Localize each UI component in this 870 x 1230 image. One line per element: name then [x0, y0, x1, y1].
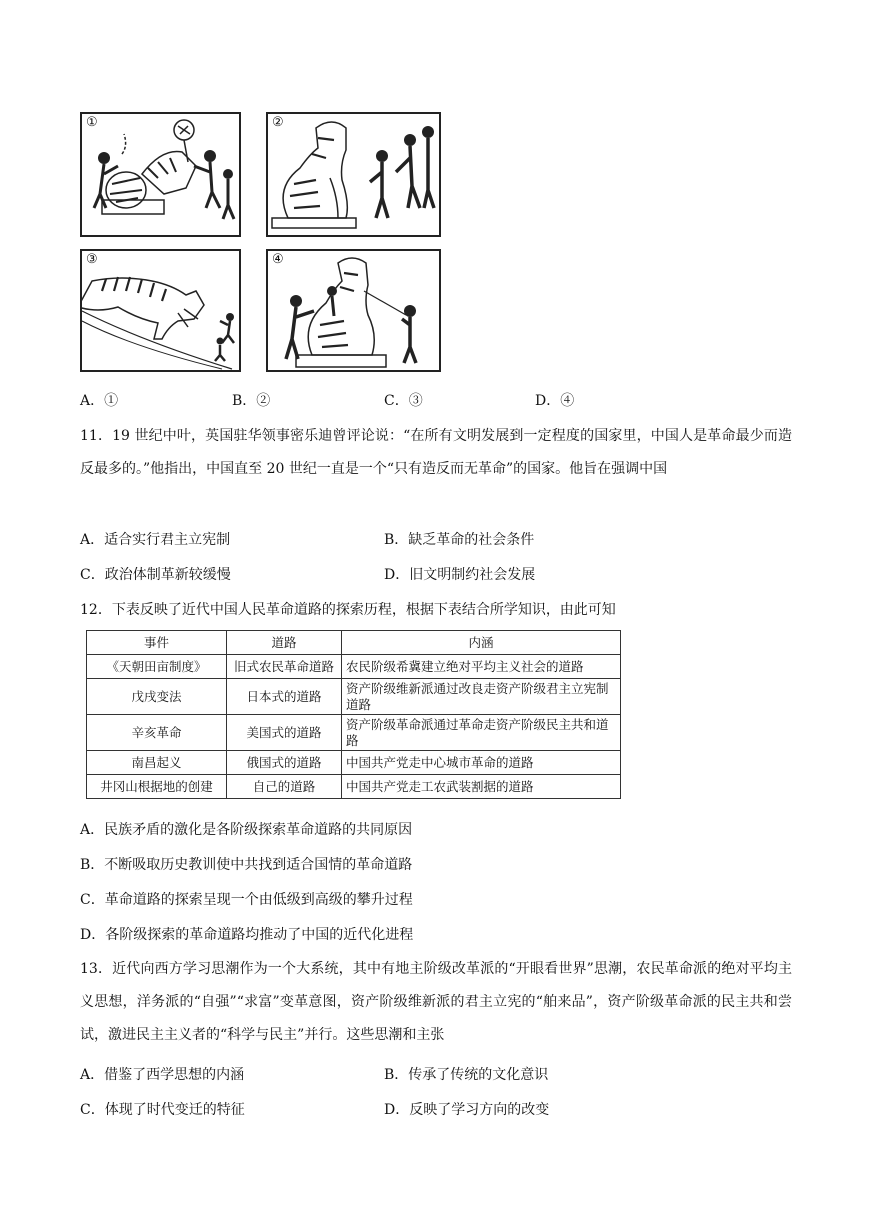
option-b[interactable]: B．不断吸取历史教训使中共找到适合国情的革命道路	[80, 857, 413, 873]
table-cell: 中国共产党走工农武装割据的道路	[342, 775, 621, 799]
option-d[interactable]: D．各阶级探索的革命道路均推动了中国的近代化进程	[80, 927, 414, 943]
column-header: 事件	[87, 631, 227, 655]
table-cell: 资产阶级革命派通过革命走资产阶级民主共和道路	[342, 715, 621, 751]
tiger-cartoon-illustration	[82, 114, 239, 235]
table-cell: 南昌起义	[87, 751, 227, 775]
option-b[interactable]: B．传承了传统的文化意识	[384, 1067, 549, 1083]
cartoon-panel-4	[266, 249, 441, 372]
table-cell: 旧式农民革命道路	[227, 655, 342, 679]
option-a[interactable]: A．①	[80, 393, 119, 409]
column-header: 道路	[227, 631, 342, 655]
option-a[interactable]: A．适合实行君主立宪制	[80, 532, 231, 548]
option-b[interactable]: B．②	[232, 393, 271, 409]
cartoon-panel-1	[80, 112, 241, 237]
option-d[interactable]: D．旧文明制约社会发展	[384, 567, 536, 583]
tiger-cartoon-illustration	[82, 251, 239, 370]
panel-number: ③	[86, 252, 98, 267]
panel-number: ①	[86, 115, 98, 130]
table-cell: 资产阶级维新派通过改良走资产阶级君主立宪制道路	[342, 679, 621, 715]
option-c[interactable]: C．政治体制革新较缓慢	[80, 567, 231, 583]
option-c[interactable]: C．体现了时代变迁的特征	[80, 1102, 245, 1118]
q11-stem: 11．19 世纪中叶，英国驻华领事密乐迪曾评论说：“在所有文明发展到一定程度的国家里，中国人是革命最少而造反最多的。”他指出，中国直至 20 世纪一直是一个“只有造反而无革命”的国家。他旨在强调中国	[80, 428, 792, 477]
option-a[interactable]: A．借鉴了西学思想的内涵	[80, 1067, 245, 1083]
table-cell: 日本式的道路	[227, 679, 342, 715]
table-row	[87, 775, 621, 799]
tiger-cartoon-illustration	[268, 251, 439, 370]
table-row	[87, 679, 621, 715]
q11-options-row1	[80, 530, 792, 550]
revolution-path-table	[86, 630, 621, 799]
table-cell: 农民阶级希冀建立绝对平均主义社会的道路	[342, 655, 621, 679]
option-d[interactable]: D．④	[535, 393, 575, 409]
table-cell: 《天朝田亩制度》	[87, 655, 227, 679]
option-d[interactable]: D．反映了学习方向的改变	[384, 1102, 550, 1118]
option-b[interactable]: B．缺乏革命的社会条件	[384, 532, 535, 548]
cartoon-panel-2	[266, 112, 441, 237]
option-c[interactable]: C．革命道路的探索呈现一个由低级到高级的攀升过程	[80, 892, 413, 908]
q10-options	[80, 391, 792, 411]
q12-stem: 12．下表反映了近代中国人民革命道路的探索历程，根据下表结合所学知识，由此可知	[80, 602, 616, 618]
table-cell: 辛亥革命	[87, 715, 227, 751]
column-header: 内涵	[342, 631, 621, 655]
table-cell: 自己的道路	[227, 775, 342, 799]
table-cell: 戊戌变法	[87, 679, 227, 715]
q11-options-row2	[80, 565, 792, 585]
table-row	[87, 655, 621, 679]
table-cell: 中国共产党走中心城市革命的道路	[342, 751, 621, 775]
panel-number: ④	[272, 252, 284, 267]
table-row	[87, 715, 621, 751]
q13-stem: 13．近代向西方学习思潮作为一个大系统，其中有地主阶级改革派的“开眼看世界”思潮，农民革命派的绝对平均主义思想，洋务派的“自强”“求富”变革意图，资产阶级维新派的君主立宪的“舶来品”，资产阶级革命派的民主共和尝试，激进民主主义者的“科学与民主”并行。这些思潮和主张	[80, 961, 792, 1043]
table-header-row	[87, 631, 621, 655]
table-cell: 美国式的道路	[227, 715, 342, 751]
q13-options-row1	[80, 1065, 792, 1085]
option-a[interactable]: A．民族矛盾的激化是各阶级探索革命道路的共同原因	[80, 822, 413, 838]
cartoon-panel-3	[80, 249, 241, 372]
table-cell: 俄国式的道路	[227, 751, 342, 775]
option-c[interactable]: C．③	[384, 393, 423, 409]
panel-number: ②	[272, 115, 284, 130]
q13-options-row2	[80, 1100, 792, 1120]
tiger-cartoon-illustration	[268, 114, 439, 235]
table-cell: 井冈山根据地的创建	[87, 775, 227, 799]
table-row	[87, 751, 621, 775]
